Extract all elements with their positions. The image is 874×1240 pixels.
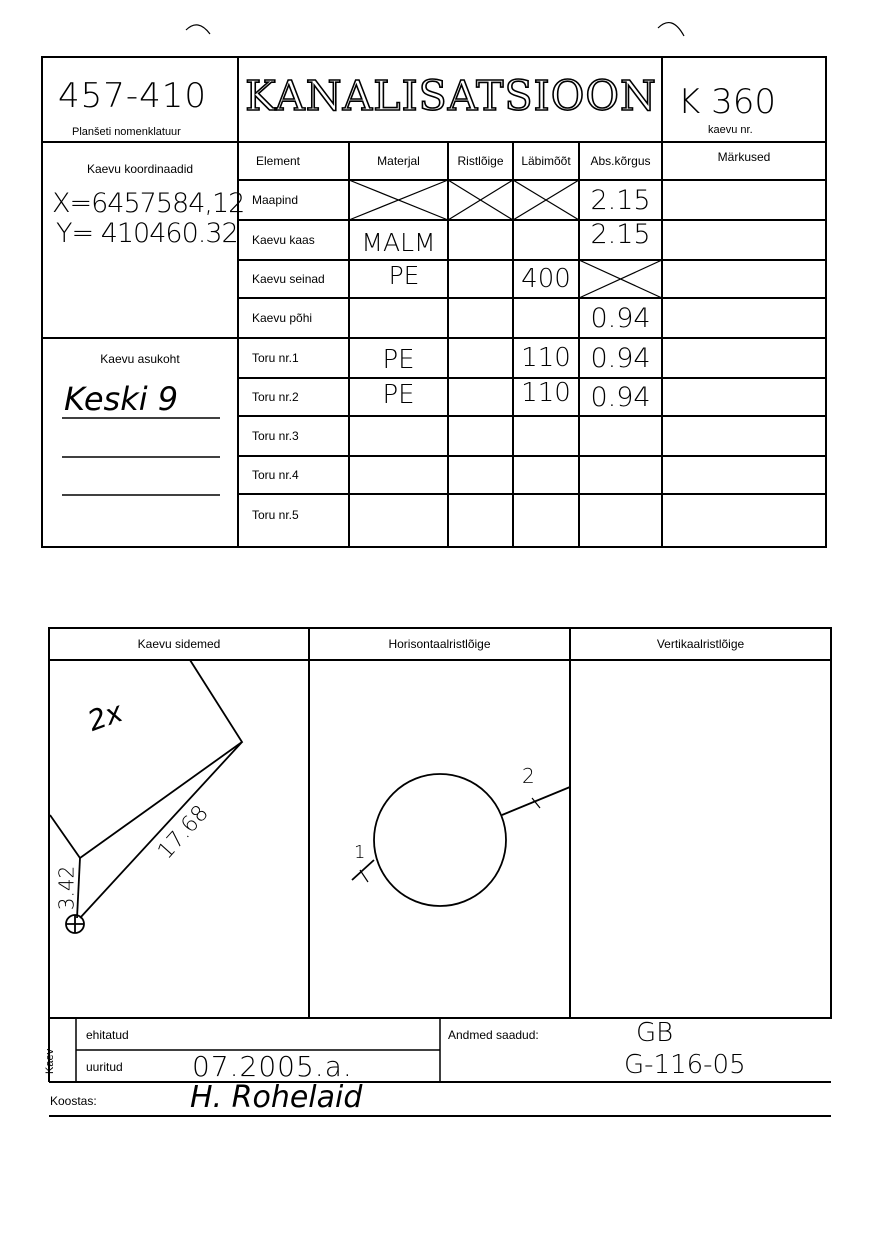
sketch-col-relations: Kaevu sidemed [137,637,221,651]
sketch-label-2x: 2x [83,695,127,738]
x-coordinate: X=6457584,12 [52,188,245,219]
pipe-2 [502,787,570,815]
row-abs-value: 2.15 [590,218,651,250]
col-header-material: Materjal [377,154,420,168]
punch-mark-left [186,25,210,34]
row-material-value: PE [382,380,415,410]
sketch-col-vertical: Vertikaalristlõige [656,637,745,651]
pipe-label-1: 1 [354,842,366,863]
row-element-label: Toru nr.2 [252,390,299,404]
row-element-label: Kaevu seinad [252,272,325,286]
col-header-diameter: Läbimõõt [521,154,571,168]
sketch-col-horizontal: Horisontaalristlõige [388,637,491,651]
data-source-label: Andmed saadud: [448,1028,539,1042]
building-outline [50,660,242,858]
row-element-label: Toru nr.1 [252,351,299,365]
location-value: Keski 9 [64,380,179,418]
row-element-label: Toru nr.5 [252,508,299,522]
measure-line-1768 [80,742,242,918]
col-header-cross-section: Ristlõige [457,154,504,168]
sketch-label-342: 3.42 [54,865,79,911]
nomenclature-value: 457-410 [58,76,208,116]
surveyed-label: uuritud [86,1060,123,1074]
data-source-value-2: G-116-05 [624,1050,746,1080]
data-source-value-1: GB [636,1018,674,1048]
punch-mark-right [658,23,684,36]
row-abs-value: 0.94 [590,381,651,413]
well-circle [374,774,506,906]
row-element-label: Kaevu kaas [252,233,315,247]
row-abs-value: 0.94 [590,342,651,374]
well-number-label: kaevu nr. [708,124,753,136]
row-diameter-value: 110 [521,378,571,408]
form-title: KANALISATSIOON [245,72,657,120]
nomenclature-label: Planšeti nomenklatuur [72,126,181,138]
well-number-value: K 360 [678,82,776,122]
y-coordinate: Y= 410460.32 [56,218,238,249]
col-header-notes: Märkused [717,150,771,164]
row-abs-value: 2.15 [590,184,651,216]
pipe-label-2: 2 [522,764,535,788]
col-header-element: Element [255,154,301,168]
row-material-value: PE [388,260,420,290]
row-element-label: Toru nr.4 [252,468,299,482]
row-diameter-value: 400 [521,264,571,294]
pipe-1 [352,860,374,880]
row-element-label: Toru nr.3 [252,429,299,443]
row-diameter-value: 110 [521,343,571,373]
row-material-value: PE [382,345,415,375]
compiled-by-label: Koostas: [50,1094,97,1108]
row-material-value: MALM [361,227,436,257]
col-header-abs-height: Abs.kõrgus [590,154,651,168]
built-label: ehitatud [86,1028,129,1042]
sketch-label-1768: 17.68 [153,800,214,865]
location-label: Kaevu asukoht [100,352,180,366]
surveyed-date: 07.2005.a. [192,1050,353,1083]
row-element-label: Maapind [252,193,299,207]
compiled-by-value: H. Rohelaid [190,1080,363,1115]
well-side-label: Kaev [44,1048,56,1074]
row-element-label: Kaevu põhi [252,311,313,325]
row-abs-value: 0.94 [590,302,651,334]
coords-label: Kaevu koordinaadid [86,162,194,176]
